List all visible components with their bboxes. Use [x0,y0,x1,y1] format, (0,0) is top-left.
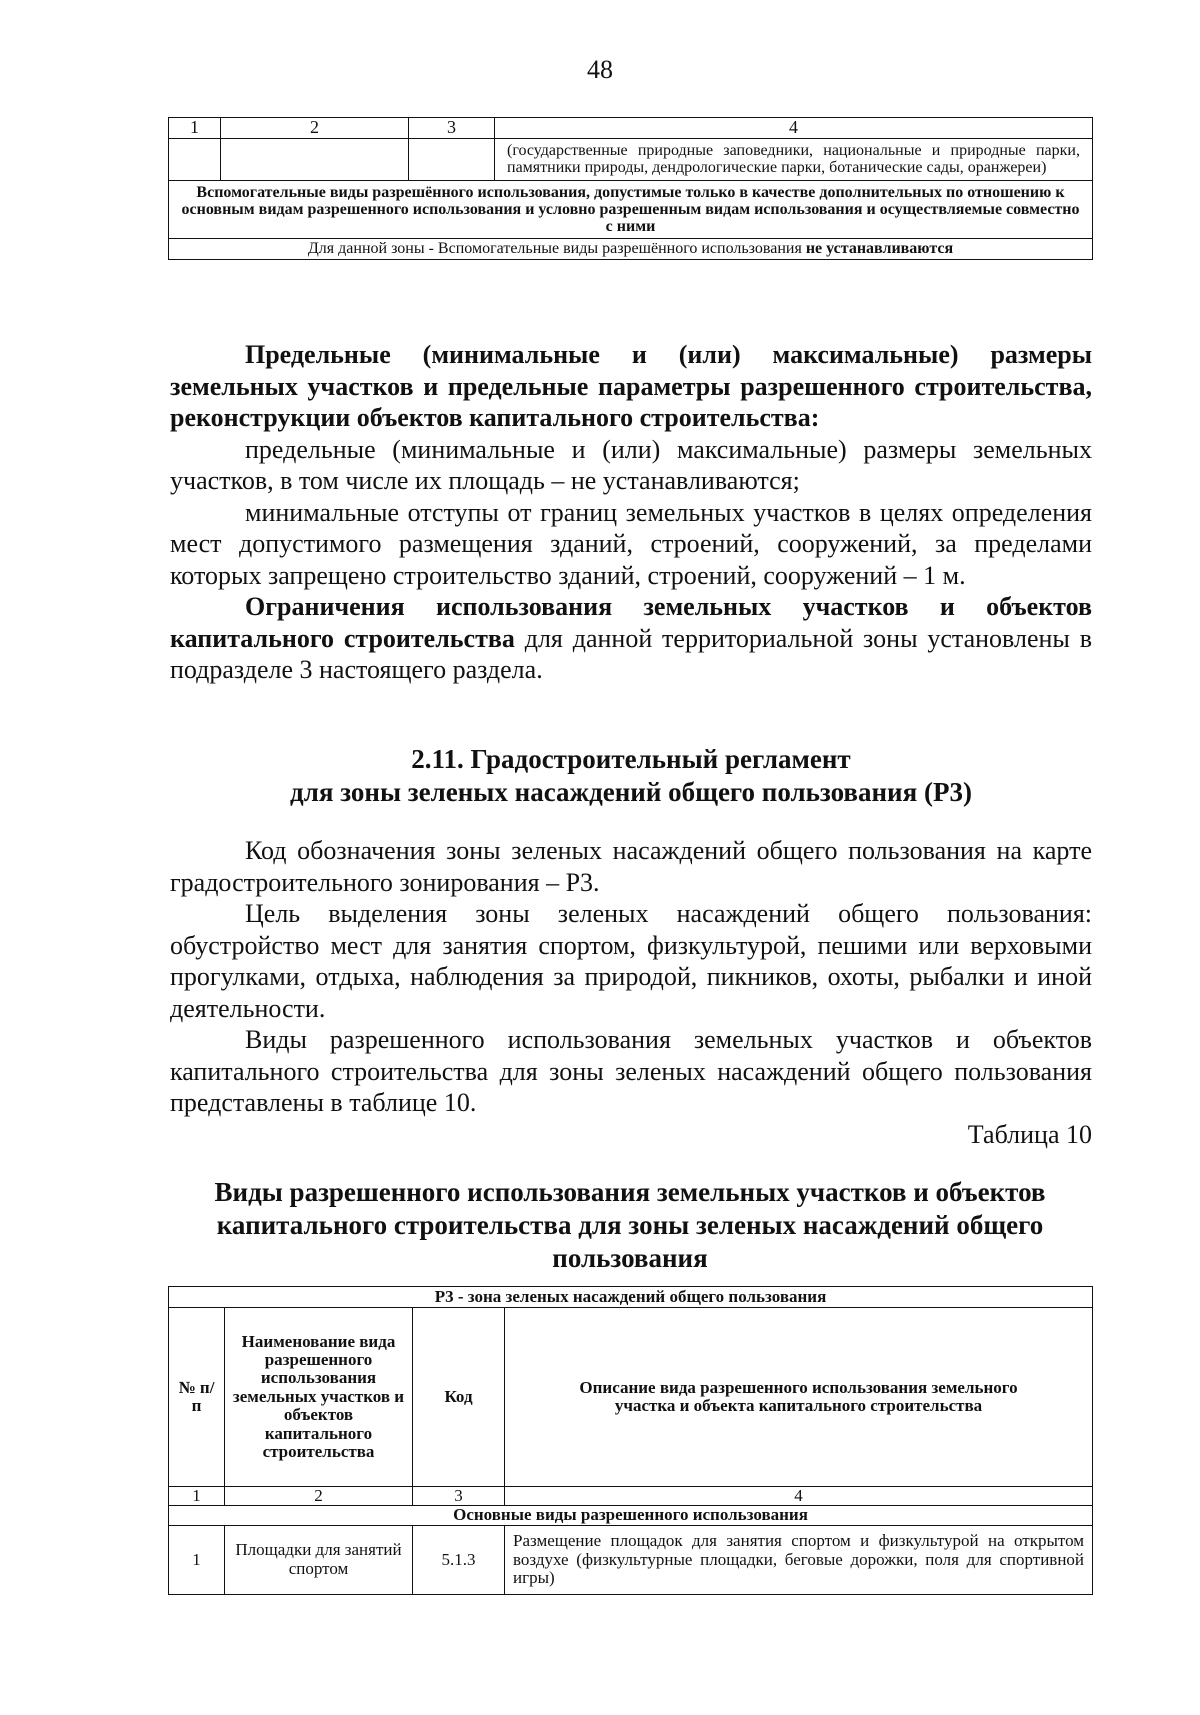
table-title: Виды разрешенного использования земельных участков и объектов капитального строительства для зоны зеленых насаждений общего пользования [214,1177,1046,1273]
auxiliary-uses-note [169,239,1093,259]
note-prefix: Для данной зоны - Вспомогательные виды разрешённого использования [307,240,806,258]
green-zone-uses-table [168,1286,1093,1595]
section-title [170,743,1092,809]
column-number: 4 [495,118,1093,139]
section-title-line: для зоны зеленых насаждений общего пользования (Р3) [290,777,972,807]
column-number-row [169,1487,1093,1506]
section-body [170,835,1092,1150]
page-number: 48 [587,55,613,84]
limits-paragraph: предельные (минимальные и (или) максимальные) размеры земельных участков, в том числе их площадь – не устанавливаются; [170,434,1092,495]
limits-paragraph: минимальные отступы от границ земельных участков в целях определения мест допустимого размещения зданий, строений, сооружений, за пределами которых запрещено строительство зданий, строений, сооружений – 1 м. [170,497,1092,590]
section-paragraph: Цель выделения зоны зеленых насаждений общего пользования: обустройство мест для занятия спортом, физкультурой, пешими или верховыми прогулками, отдыха, наблюдения за природой, пикников, охоты, рыбалки и иной деятельности. [170,899,1092,1023]
auxiliary-uses-heading: Вспомогательные виды разрешённого использования, допустимые только в качестве дополнительных по отношению к основным видам разрешенного использования и условно разрешенным видам использования и осуществляемые совместно с ними [169,180,1093,239]
section-paragraph: Код обозначения зоны зеленых насаждений общего пользования на карте градостроительного зонирования – Р3. [170,836,1092,897]
table-row [169,139,1093,181]
continued-uses-table [168,117,1093,260]
table-label: Таблица 10 [967,1119,1092,1149]
column-number: 2 [221,118,409,139]
column-number: 1 [169,118,221,139]
column-number: 1 [169,1487,225,1506]
main-uses-group: Основные виды разрешенного использования [169,1506,1093,1525]
row-code: 5.1.3 [413,1525,505,1594]
limits-block [170,339,1092,686]
column-number: 4 [505,1487,1093,1506]
column-number-row [169,118,1093,139]
column-number: 3 [413,1487,505,1506]
table-row [169,239,1093,259]
row-desc: Размещение площадок для занятия спортом и физкультурой на открытом воздухе (физкультурные площадки, беговые дорожки, поля для спортивной игры) [505,1525,1093,1594]
header-desc: Описание вида разрешенного использования земельного участка и объекта капитального строительства [505,1308,1093,1487]
header-name: Наименование вида разрешенного использования земельных участков и объектов капитального строительства [225,1308,413,1487]
zone-header: Р3 - зона зеленых насаждений общего пользования [169,1287,1093,1308]
table-row [169,180,1093,239]
row-name: Площадки для занятий спортом [225,1525,413,1594]
row-num: 1 [169,1525,225,1594]
section-title-line: 2.11. Градостроительный регламент [411,744,851,774]
column-number: 2 [225,1487,413,1506]
column-number: 3 [409,118,495,139]
continuation-cell: (государственные природные заповедники, национальные и природные парки, памятники природы, дендрологические парки, ботанические сады, оранжереи) [495,139,1093,181]
note-bold: не устанавливаются [805,240,954,258]
header-code: Код [413,1308,505,1487]
limits-heading: Предельные (минимальные и (или) максимальные) размеры земельных участков и предельные параметры разрешенного строительства, реконструкции объектов капитального строительства: [170,340,1092,432]
header-row [169,1308,1093,1487]
header-num: № п/п [169,1308,225,1487]
table-row [169,1287,1093,1308]
table-row [169,1525,1093,1594]
group-row [169,1506,1093,1525]
section-paragraph: Виды разрешенного использования земельных участков и объектов капитального строительства для зоны зеленых насаждений общего пользования представлены в таблице 10. [170,1025,1092,1117]
restrictions-paragraph: Ограничения использования земельных участков и объектов капитального строительства для данной территориальной зоны установлены в подразделе 3 настоящего раздела. [170,592,1092,684]
